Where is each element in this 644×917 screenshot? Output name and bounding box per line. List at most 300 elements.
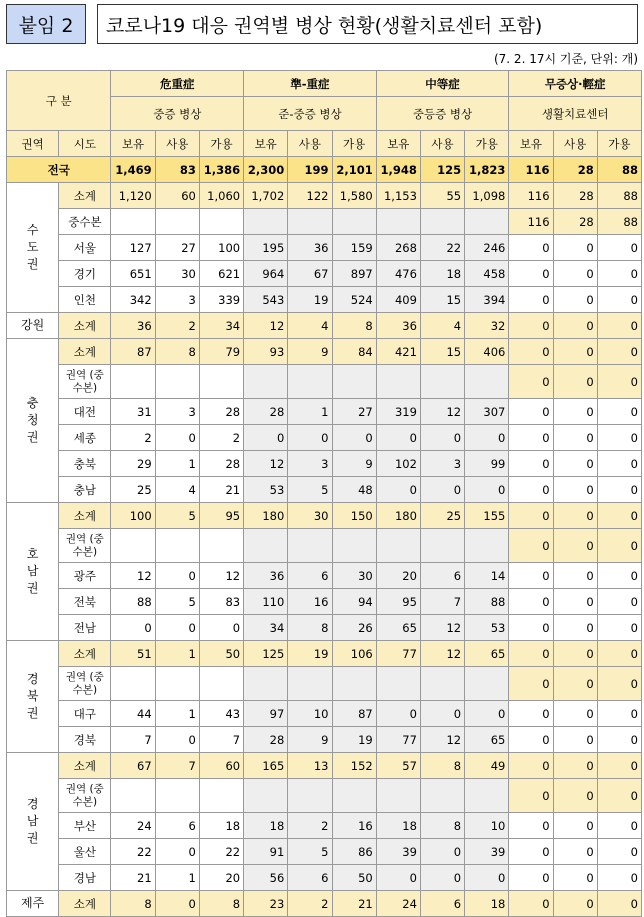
value-cell: 127 [111,235,155,261]
table-row [7,451,642,477]
value-cell: 421 [376,339,420,365]
value-cell: 4 [420,313,464,339]
value-cell: 0 [376,425,420,451]
value-cell: 88 [597,183,641,209]
value-cell: 26 [332,615,376,641]
header-subgroup: 생활치료센터 [509,97,642,131]
value-cell: 5 [288,477,332,503]
value-cell: 8 [420,813,464,839]
value-cell: 0 [509,503,553,529]
value-cell: 27 [332,399,376,425]
sido-label: 부산 [59,813,111,839]
value-cell: 0 [597,399,641,425]
region-cell [7,339,59,503]
value-cell: 14 [465,563,509,589]
sido-label: 소계 [59,313,111,339]
reference-note: (7. 2. 17시 기준, 단위: 개) [493,52,638,66]
value-cell: 0 [509,667,553,701]
value-cell: 897 [332,261,376,287]
value-cell: 2 [111,425,155,451]
value-cell [244,209,288,235]
value-cell: 0 [509,451,553,477]
table-row [7,365,642,399]
page-title: 코로나19 대응 권역별 병상 현황(생활치료센터 포함) [97,4,638,44]
value-cell: 0 [376,865,420,891]
header-sido: 시도 [59,131,111,157]
value-cell [465,667,509,701]
value-cell: 0 [553,365,597,399]
value-cell: 0 [155,615,199,641]
value-cell: 8 [288,615,332,641]
value-cell: 19 [288,641,332,667]
value-cell: 0 [597,287,641,313]
value-cell: 34 [199,313,243,339]
value-cell: 18 [420,261,464,287]
value-cell: 8 [199,891,243,917]
value-cell: 50 [199,641,243,667]
value-cell [199,529,243,563]
value-cell: 4 [288,313,332,339]
subtotal-row [7,753,642,779]
value-cell: 7 [199,727,243,753]
value-cell: 0 [553,529,597,563]
value-cell: 180 [376,503,420,529]
table-row [7,209,642,235]
sido-label: 소계 [59,339,111,365]
value-cell: 93 [244,339,288,365]
value-cell [244,667,288,701]
value-cell: 28 [199,399,243,425]
header-metric: 보유 [376,131,420,157]
value-cell: 8 [420,753,464,779]
value-cell: 0 [553,589,597,615]
sido-label: 권역 (중수본) [59,365,111,399]
value-cell: 12 [420,727,464,753]
value-cell: 30 [332,563,376,589]
value-cell: 964 [244,261,288,287]
value-cell: 31 [111,399,155,425]
value-cell: 16 [288,589,332,615]
value-cell: 1 [288,399,332,425]
value-cell: 29 [111,451,155,477]
value-cell: 0 [597,503,641,529]
region-name: 경북권 [26,672,39,720]
value-cell: 246 [465,235,509,261]
total-value: 1,948 [376,157,420,183]
value-cell: 7 [111,727,155,753]
value-cell: 0 [155,839,199,865]
value-cell: 0 [597,615,641,641]
total-value: 28 [553,157,597,183]
value-cell: 21 [111,865,155,891]
value-cell: 28 [553,209,597,235]
value-cell: 1,120 [111,183,155,209]
value-cell [332,365,376,399]
value-cell: 0 [597,865,641,891]
header-group: 中等症 [376,71,509,97]
header-group: 무증상·輕症 [509,71,642,97]
value-cell: 0 [509,339,553,365]
region-name: 경남권 [26,797,39,845]
subtotal-row [7,641,642,667]
value-cell: 13 [288,753,332,779]
value-cell: 15 [420,339,464,365]
header-group: 危重症 [111,71,244,97]
value-cell: 67 [288,261,332,287]
value-cell: 1,580 [332,183,376,209]
value-cell: 27 [155,235,199,261]
value-cell: 36 [288,235,332,261]
value-cell [288,365,332,399]
value-cell: 0 [553,339,597,365]
table-row [7,615,642,641]
value-cell [111,209,155,235]
value-cell: 0 [597,813,641,839]
header-gubun: 구 분 [7,71,111,131]
value-cell: 0 [553,865,597,891]
sido-label: 소계 [59,891,111,917]
value-cell: 0 [155,891,199,917]
value-cell: 394 [465,287,509,313]
header-row-groups [7,71,642,97]
value-cell: 4 [155,477,199,503]
value-cell: 0 [553,727,597,753]
value-cell: 65 [465,641,509,667]
sido-label: 경기 [59,261,111,287]
value-cell: 409 [376,287,420,313]
value-cell: 16 [332,813,376,839]
value-cell: 53 [244,477,288,503]
value-cell: 88 [465,589,509,615]
value-cell: 28 [553,183,597,209]
value-cell: 18 [376,813,420,839]
value-cell: 0 [597,727,641,753]
value-cell: 0 [553,667,597,701]
value-cell: 0 [420,425,464,451]
value-cell: 476 [376,261,420,287]
table-row [7,865,642,891]
value-cell: 12 [420,615,464,641]
value-cell [420,667,464,701]
total-value: 88 [597,157,641,183]
value-cell: 12 [244,451,288,477]
value-cell: 458 [465,261,509,287]
sido-label: 서울 [59,235,111,261]
value-cell: 20 [376,563,420,589]
value-cell: 0 [509,425,553,451]
table-row [7,563,642,589]
value-cell: 30 [288,503,332,529]
value-cell: 9 [288,339,332,365]
value-cell: 0 [553,235,597,261]
value-cell: 0 [155,563,199,589]
value-cell: 0 [597,641,641,667]
value-cell [288,667,332,701]
value-cell: 1 [155,641,199,667]
value-cell: 8 [155,339,199,365]
value-cell: 36 [111,313,155,339]
value-cell: 28 [244,399,288,425]
region-cell [7,891,59,917]
value-cell: 0 [553,641,597,667]
value-cell: 1 [155,865,199,891]
table-row [7,701,642,727]
value-cell: 12 [111,563,155,589]
subtotal-row [7,339,642,365]
value-cell: 159 [332,235,376,261]
header-metric: 가용 [465,131,509,157]
value-cell: 88 [597,209,641,235]
value-cell [376,209,420,235]
value-cell: 79 [199,339,243,365]
value-cell: 65 [465,727,509,753]
value-cell: 6 [420,563,464,589]
value-cell: 1,153 [376,183,420,209]
value-cell [376,529,420,563]
value-cell: 0 [597,313,641,339]
value-cell: 1,702 [244,183,288,209]
value-cell: 3 [155,399,199,425]
value-cell: 0 [597,563,641,589]
subtotal-row [7,891,642,917]
value-cell: 0 [244,425,288,451]
value-cell: 60 [199,753,243,779]
value-cell [288,529,332,563]
value-cell: 6 [420,891,464,917]
value-cell [465,209,509,235]
value-cell [111,667,155,701]
value-cell: 15 [420,287,464,313]
attachment-badge: 붙임 2 [6,4,86,44]
table-row [7,813,642,839]
value-cell: 0 [155,727,199,753]
value-cell: 24 [111,813,155,839]
value-cell [199,779,243,813]
table-row [7,589,642,615]
value-cell: 0 [111,615,155,641]
value-cell [376,779,420,813]
value-cell: 152 [332,753,376,779]
value-cell: 12 [420,399,464,425]
header-subgroup: 준-중증 병상 [244,97,377,131]
total-value: 116 [509,157,553,183]
value-cell: 116 [509,209,553,235]
value-cell [465,529,509,563]
value-cell: 0 [553,261,597,287]
value-cell: 0 [509,399,553,425]
value-cell: 0 [597,339,641,365]
value-cell: 0 [553,753,597,779]
value-cell: 100 [111,503,155,529]
value-cell: 3 [155,287,199,313]
total-value: 1,823 [465,157,509,183]
value-cell: 106 [332,641,376,667]
value-cell: 28 [244,727,288,753]
sido-label: 경남 [59,865,111,891]
table-row [7,399,642,425]
value-cell: 0 [509,261,553,287]
value-cell: 0 [509,727,553,753]
value-cell [420,529,464,563]
value-cell: 102 [376,451,420,477]
total-value: 83 [155,157,199,183]
value-cell: 88 [111,589,155,615]
value-cell: 0 [553,701,597,727]
value-cell: 39 [376,839,420,865]
value-cell: 0 [553,477,597,503]
value-cell: 0 [465,701,509,727]
region-name: 수도권 [26,223,39,271]
value-cell: 3 [420,451,464,477]
value-cell: 8 [332,313,376,339]
value-cell: 0 [465,865,509,891]
value-cell: 651 [111,261,155,287]
value-cell: 87 [111,339,155,365]
sido-label: 권역 (중수본) [59,529,111,563]
value-cell [420,365,464,399]
value-cell: 150 [332,503,376,529]
value-cell: 0 [509,589,553,615]
header-metric: 보유 [509,131,553,157]
value-cell: 0 [553,779,597,813]
value-cell: 22 [111,839,155,865]
header-metric: 가용 [199,131,243,157]
value-cell: 0 [553,287,597,313]
value-cell: 8 [111,891,155,917]
sido-label: 인천 [59,287,111,313]
header-metric: 사용 [420,131,464,157]
sido-label: 소계 [59,753,111,779]
value-cell: 48 [332,477,376,503]
value-cell: 406 [465,339,509,365]
total-row [7,157,642,183]
value-cell: 30 [155,261,199,287]
value-cell: 0 [597,839,641,865]
header-metric: 사용 [553,131,597,157]
value-cell: 0 [597,891,641,917]
sido-label: 충남 [59,477,111,503]
value-cell: 18 [199,813,243,839]
value-cell: 100 [199,235,243,261]
value-cell: 0 [509,235,553,261]
value-cell: 21 [332,891,376,917]
value-cell: 0 [553,451,597,477]
value-cell: 0 [553,813,597,839]
header-metric: 가용 [332,131,376,157]
header-metric: 사용 [288,131,332,157]
value-cell [244,529,288,563]
value-cell: 9 [288,727,332,753]
value-cell [332,529,376,563]
value-cell: 0 [553,313,597,339]
bed-status-table [6,70,642,917]
value-cell [111,779,155,813]
sido-label: 전남 [59,615,111,641]
region-name: 호남권 [26,547,39,595]
value-cell: 0 [465,477,509,503]
value-cell: 0 [597,701,641,727]
header-subgroup: 중등증 병상 [376,97,509,131]
value-cell: 95 [199,503,243,529]
value-cell: 165 [244,753,288,779]
sido-label: 충북 [59,451,111,477]
region-cell [7,753,59,891]
value-cell [199,365,243,399]
value-cell: 2 [288,891,332,917]
value-cell: 195 [244,235,288,261]
value-cell: 55 [420,183,464,209]
value-cell: 1 [155,451,199,477]
value-cell: 7 [155,753,199,779]
value-cell: 0 [420,839,464,865]
subtotal-row [7,313,642,339]
value-cell: 0 [509,753,553,779]
value-cell: 12 [199,563,243,589]
header-row-metrics [7,131,642,157]
value-cell: 0 [155,425,199,451]
value-cell: 0 [597,365,641,399]
value-cell: 0 [597,235,641,261]
value-cell: 0 [509,615,553,641]
value-cell: 0 [553,615,597,641]
value-cell: 6 [288,865,332,891]
value-cell: 0 [509,701,553,727]
sido-label: 소계 [59,641,111,667]
region-name: 충청권 [26,396,39,444]
value-cell [376,365,420,399]
sido-label: 세종 [59,425,111,451]
value-cell: 65 [376,615,420,641]
value-cell: 10 [465,813,509,839]
value-cell: 87 [332,701,376,727]
sido-label: 권역 (중수본) [59,667,111,701]
value-cell [244,779,288,813]
value-cell: 0 [597,261,641,287]
header-metric: 보유 [111,131,155,157]
region-cell [7,641,59,753]
value-cell: 0 [420,477,464,503]
value-cell: 6 [288,563,332,589]
value-cell: 25 [111,477,155,503]
value-cell: 2 [155,313,199,339]
value-cell [332,667,376,701]
table-row [7,261,642,287]
value-cell: 319 [376,399,420,425]
value-cell: 0 [553,425,597,451]
region-name: 강원 [21,318,45,332]
sido-label: 울산 [59,839,111,865]
value-cell: 0 [288,425,332,451]
value-cell: 39 [465,839,509,865]
table-row [7,477,642,503]
region-cell [7,183,59,313]
value-cell: 5 [155,589,199,615]
value-cell [155,365,199,399]
value-cell: 60 [155,183,199,209]
value-cell: 0 [420,701,464,727]
value-cell: 36 [244,563,288,589]
value-cell [420,779,464,813]
value-cell: 0 [509,891,553,917]
value-cell [199,667,243,701]
value-cell: 0 [553,503,597,529]
value-cell [244,365,288,399]
value-cell: 1,060 [199,183,243,209]
value-cell: 180 [244,503,288,529]
value-cell: 44 [111,701,155,727]
value-cell [155,529,199,563]
table-row [7,667,642,701]
